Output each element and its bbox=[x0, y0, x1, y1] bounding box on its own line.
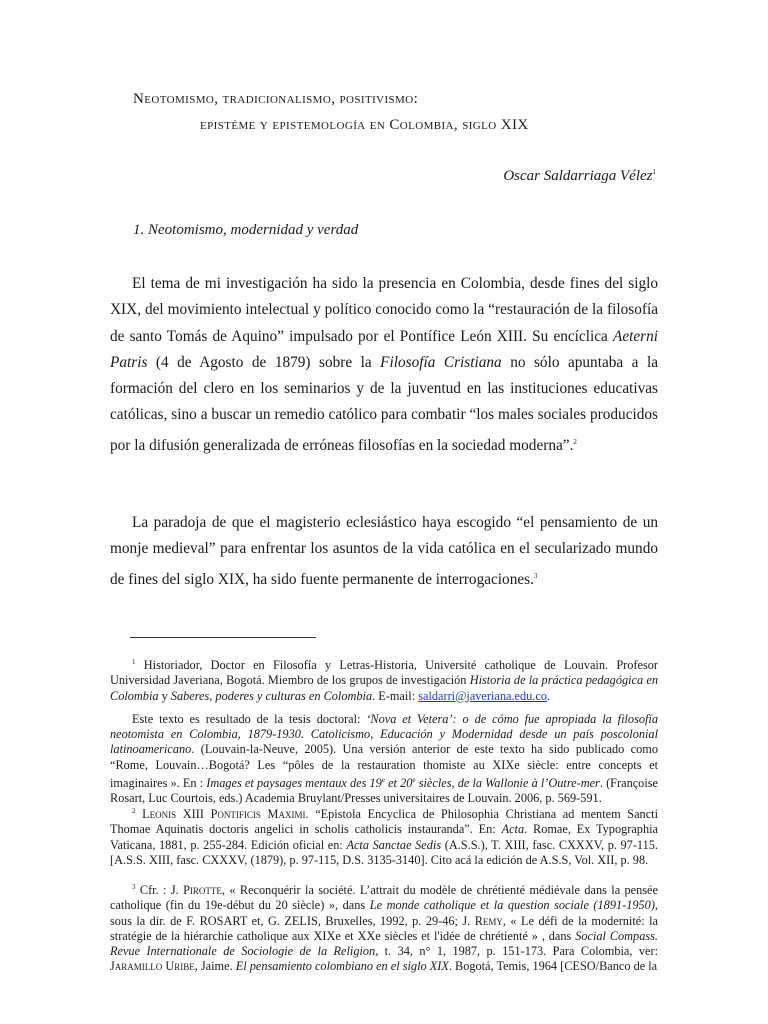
paragraph1-note-mark: 2 bbox=[573, 437, 577, 446]
footnote-3-text-e: , t. 34, n° 1, 1987, p. 151-173. Para Colombia, ver: bbox=[375, 943, 658, 958]
footnote-2 bbox=[110, 804, 658, 868]
footnote-1b-italic-c: et 20 bbox=[384, 775, 413, 790]
footnote-2-smallcaps: Leonis XIII Pontificis Maximi bbox=[142, 807, 306, 822]
footnote-3-smallcaps-b: Remy bbox=[474, 913, 503, 928]
footnote-2-text-c: (A.S.S.), T. XIII, fasc. CXXXV, p. 97-115. [A.S.S. XIII, fasc. CXXXV, (1879), p. 97-115, D.S. 3135-3140]. Cito acá la edición de A.S.S, Vol. XII, p. 98. bbox=[110, 837, 658, 867]
footnote-3-text-b: , « Reconquérir la société. L’attrait du modèle de chrétienté médiévale dans la pensée catholique (fin du 19e-début du 20 siècle) », dans bbox=[110, 883, 658, 913]
footnote-1 bbox=[110, 655, 658, 704]
footnote-1b-italic-d: siècles, de la Wallonie à l’Outre-mer bbox=[415, 775, 600, 790]
paragraph2-text: La paradoja de que el magisterio eclesiástico haya escogido “el pensamiento de un monje medieval” para enfrentar los asuntos de la vida católica en el secularizado mundo de fines del siglo XIX, ha sido fuente permanente de interrogaciones. bbox=[110, 514, 658, 588]
section-heading: 1. Neotomismo, modernidad y verdad bbox=[133, 222, 359, 238]
footnote-1b-text-a: Este texto es resultado de la tesis doctoral: bbox=[132, 712, 367, 726]
paragraph1-italic-aeterni: Aeterni Patris bbox=[110, 327, 658, 371]
footnote-1-italic-b: Saberes, poderes y culturas en Colombia bbox=[170, 688, 373, 703]
footnote-1-text-a: Historiador, Doctor en Filosofía y Letras-Historia, Université catholique de Louvain. Profesor Universidad Javeriana, Bogotá. Miembro de los grupos de investigación bbox=[110, 658, 659, 688]
author-name bbox=[503, 168, 656, 185]
footnote-3 bbox=[110, 880, 658, 974]
footnote-1b-italic-a: ‘Nova et Vetera’: o de cómo fue apropiada la filosofía neotomista en Colombia, 1879-1930. Catolicismo, Educación y Modernidad desde un país poscolonial latinoamericano bbox=[110, 712, 658, 757]
email-link[interactable]: saldarri@javeriana.edu.co bbox=[418, 688, 547, 703]
footnote-3-smallcaps-c: Jaramillo Uribe bbox=[110, 959, 195, 974]
footnote-3-smallcaps-a: Pirotte bbox=[183, 883, 222, 898]
author-note-mark: 1 bbox=[652, 168, 656, 176]
footnote-3-text-f: , Jaime. bbox=[194, 959, 236, 974]
footnote-1-mark: 1 bbox=[132, 658, 136, 666]
footnote-3-text-a: Cfr. : J. bbox=[139, 883, 184, 898]
footnote-2-text-a: . “Epistola Encyclica de Philosophia Christiana ad mentem Sancti Thomae Aquinatis doctoris angelici in scholis catholicis instauranda”. En: bbox=[110, 807, 659, 837]
footnote-1-italic-a: Historia de la práctica pedagógica en Colombia bbox=[110, 673, 658, 703]
footnote-separator bbox=[130, 637, 316, 638]
paragraph1-text-b: (4 de Agosto de 1879) sobre la bbox=[147, 353, 381, 371]
footnote-3-italic-b: Social Compass. Revue Internationale de Sociologie de la Religion bbox=[110, 928, 658, 958]
footnote-3-mark: 3 bbox=[132, 883, 136, 891]
paragraph1-text-a: El tema de mi investigación ha sido la presencia en Colombia, desde fines del siglo XIX, del movimiento intelectual y político conocido como la “restauración de la filosofía de santo Tomás de Aquino” impulsado por el Pontífice León XIII. Su encíclica bbox=[110, 275, 658, 345]
footnote-1b-sup-a: e bbox=[381, 775, 385, 784]
author-name-text: Oscar Saldarriaga Vélez bbox=[503, 168, 653, 184]
footnote-3-text-c: , sous la dir. de F. ROSART et, G. ZELIS, Bruxelles, 1992, p. 29-46; J. bbox=[110, 898, 658, 928]
footnote-2-italic-a: Acta bbox=[501, 822, 525, 837]
title-line-2: epistéme y epistemología en Colombia, siglo XIX bbox=[200, 117, 529, 133]
title-line-1: Neotomismo, tradicionalismo, positivismo: bbox=[133, 91, 419, 107]
footnote-1b-sup-b: e bbox=[412, 775, 416, 784]
paragraph2-note-mark: 3 bbox=[533, 571, 538, 580]
body-paragraph-1 bbox=[110, 271, 658, 459]
paragraph1-italic-filosofia: Filosofía Cristiana bbox=[380, 353, 502, 371]
footnote-2-text-b: . Romae, Ex Typographia Vaticana, 1881, p. 255-284. Edición oficial en: bbox=[110, 822, 658, 852]
footnote-2-mark: 2 bbox=[132, 807, 136, 815]
footnote-2-italic-b: Acta Sanctae Sedis bbox=[346, 837, 442, 852]
footnote-3-text-g: . Bogotá, Temis, 1964 [CESO/Banco de la bbox=[448, 959, 658, 974]
paragraph1-text-c: no sólo apuntaba a la formación del clero en los seminarios y de la juventud en las instituciones educativas católicas, sino a buscar un remedio católico para combatir “los males sociales producidos por la difusión generalizada de erróneas filosofías en la sociedad moderna”. bbox=[110, 353, 658, 454]
footnote-3-text-d: , « Le défi de la modernité: la stratégie de la hiérarchie catholique aux XIXe et XXe siècles et l'idée de chrétienté » , dans bbox=[110, 913, 658, 943]
footnote-3-italic-c: El pensamiento colombiano en el siglo XIX bbox=[235, 959, 449, 974]
footnote-3-italic-a: Le monde catholique et la question sociale (1891-1950) bbox=[369, 898, 655, 913]
footnote-1b-text-c: . (Françoise Rosart, Luc Courtois, eds.) Academia Bruylant/Presses universitaires de Louvain. 2006, p. 569-591. bbox=[110, 775, 658, 806]
footnote-1-continued bbox=[110, 712, 658, 806]
footnote-1-text-c: . E-mail: bbox=[372, 688, 419, 703]
footnote-1-text-d: . bbox=[546, 688, 551, 703]
footnote-1b-italic-b: Images et paysages mentaux des 19 bbox=[206, 775, 382, 790]
footnote-1-text-b: y bbox=[158, 688, 171, 703]
body-paragraph-2 bbox=[110, 510, 658, 593]
footnote-1b-text-b: . (Louvain-la-Neuve, 2005). Una versión anterior de este texto ha sido publicado como “Rome, Louvain…Bogotá? Les “pôles de la restauration thomiste au XIXe siècle: entre concepts et imaginaires ». En : bbox=[110, 742, 658, 790]
